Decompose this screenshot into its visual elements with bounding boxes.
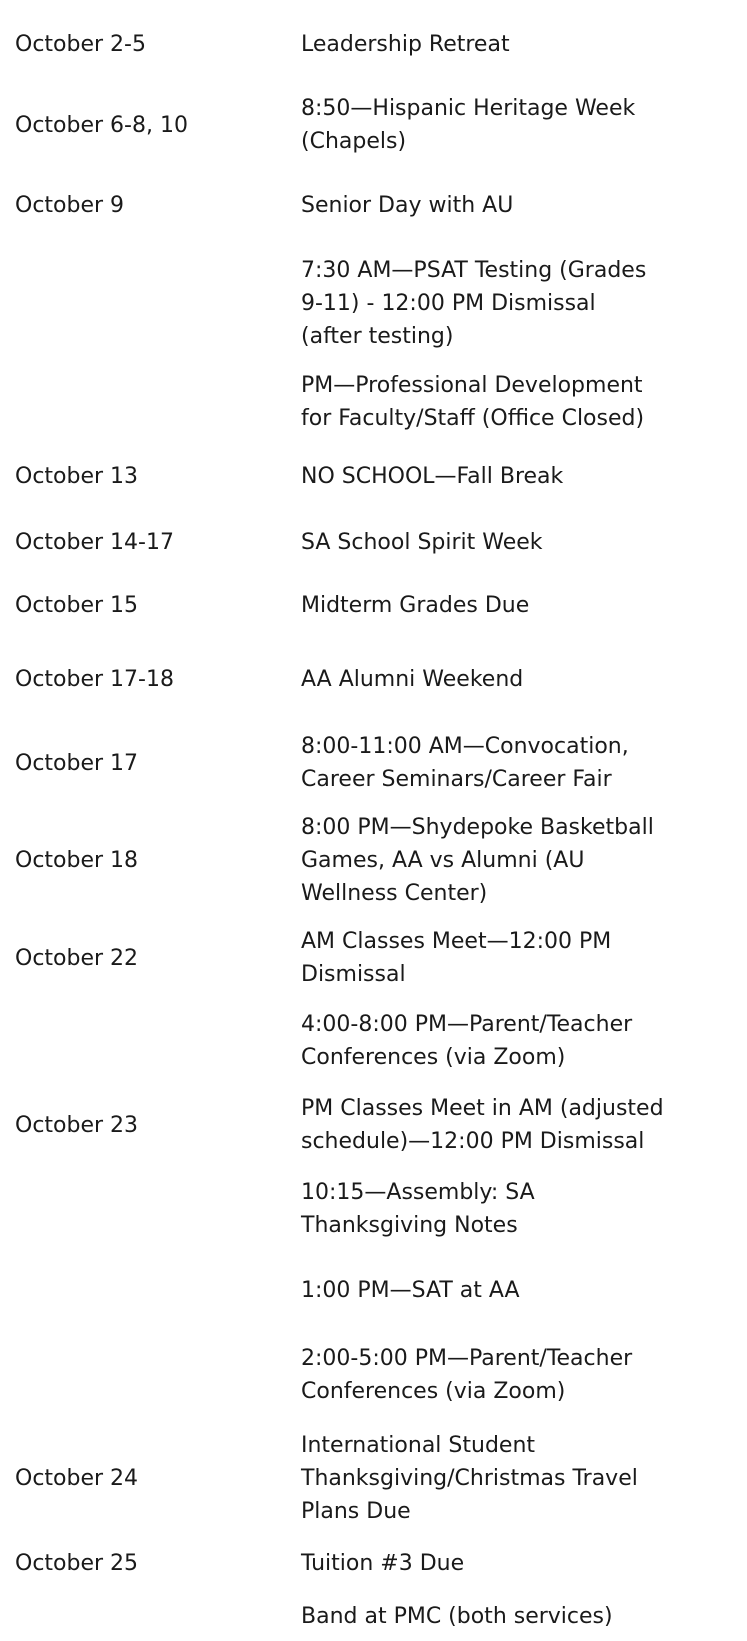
event-line: for Faculty/Staff (Office Closed): [301, 406, 645, 431]
event-line: Dismissal: [301, 962, 406, 987]
event-description: [301, 1008, 696, 1074]
event-line: (after testing): [301, 324, 454, 349]
event-line: Conferences (via Zoom): [301, 1379, 566, 1404]
event-date: October 13: [15, 464, 139, 489]
event-description: [301, 1176, 696, 1242]
event-line: International Student: [301, 1433, 536, 1458]
event-line: PM Classes Meet in AM (adjusted: [301, 1096, 664, 1121]
event-description: [301, 1600, 696, 1633]
event-line: Leadership Retreat: [301, 32, 510, 57]
event-date: October 23: [15, 1113, 139, 1138]
event-line: Plans Due: [301, 1499, 411, 1524]
event-line: Career Seminars/Career Fair: [301, 767, 612, 792]
event-description: [301, 1429, 696, 1528]
event-description: [301, 189, 696, 222]
event-description: [301, 925, 696, 991]
event-line: 8:00 PM—Shydepoke Basketball: [301, 815, 654, 840]
event-line: AA Alumni Weekend: [301, 667, 524, 692]
event-line: schedule)—12:00 PM Dismissal: [301, 1129, 645, 1154]
event-description: [301, 526, 696, 559]
event-date: October 22: [15, 946, 139, 971]
event-line: 2:00-5:00 PM—Parent/Teacher: [301, 1346, 633, 1371]
event-date: October 2-5: [15, 32, 146, 57]
event-line: AM Classes Meet—12:00 PM: [301, 929, 612, 954]
event-description: [301, 1547, 696, 1580]
event-date: October 17: [15, 751, 139, 776]
event-line: Wellness Center): [301, 881, 488, 906]
event-date: October 9: [15, 193, 125, 218]
event-line: Midterm Grades Due: [301, 593, 530, 618]
event-line: 10:15—Assembly: SA: [301, 1180, 535, 1205]
event-description: [301, 369, 696, 435]
event-description: [301, 730, 696, 796]
event-line: 1:00 PM—SAT at AA: [301, 1278, 520, 1303]
event-description: [301, 254, 696, 353]
event-line: Tuition #3 Due: [301, 1551, 465, 1576]
event-line: 7:30 AM—PSAT Testing (Grades: [301, 258, 647, 283]
event-date: October 15: [15, 593, 139, 618]
event-description: [301, 28, 696, 61]
event-date: October 6-8, 10: [15, 113, 188, 138]
event-line: Senior Day with AU: [301, 193, 514, 218]
event-line: 9-11) - 12:00 PM Dismissal: [301, 291, 596, 316]
event-line: Conferences (via Zoom): [301, 1045, 566, 1070]
event-line: 8:00-11:00 AM—Convocation,: [301, 734, 629, 759]
event-date: October 14-17: [15, 530, 174, 555]
event-line: 4:00-8:00 PM—Parent/Teacher: [301, 1012, 633, 1037]
event-line: SA School Spirit Week: [301, 530, 543, 555]
event-line: PM—Professional Development: [301, 373, 643, 398]
event-description: [301, 92, 696, 158]
event-description: [301, 663, 696, 696]
event-line: Games, AA vs Alumni (AU: [301, 848, 585, 873]
event-description: [301, 811, 696, 910]
event-date: October 24: [15, 1466, 139, 1491]
event-line: (Chapels): [301, 129, 407, 154]
event-date: October 17-18: [15, 667, 174, 692]
event-description: [301, 589, 696, 622]
event-line: Thanksgiving Notes: [301, 1213, 518, 1238]
event-line: Band at PMC (both services): [301, 1604, 613, 1629]
event-description: [301, 1092, 696, 1158]
event-line: NO SCHOOL—Fall Break: [301, 464, 564, 489]
event-description: [301, 460, 696, 493]
event-date: October 25: [15, 1551, 139, 1576]
event-line: Thanksgiving/Christmas Travel: [301, 1466, 638, 1491]
event-description: [301, 1274, 696, 1307]
event-description: [301, 1342, 696, 1408]
event-line: 8:50—Hispanic Heritage Week: [301, 96, 636, 121]
event-date: October 18: [15, 848, 139, 873]
